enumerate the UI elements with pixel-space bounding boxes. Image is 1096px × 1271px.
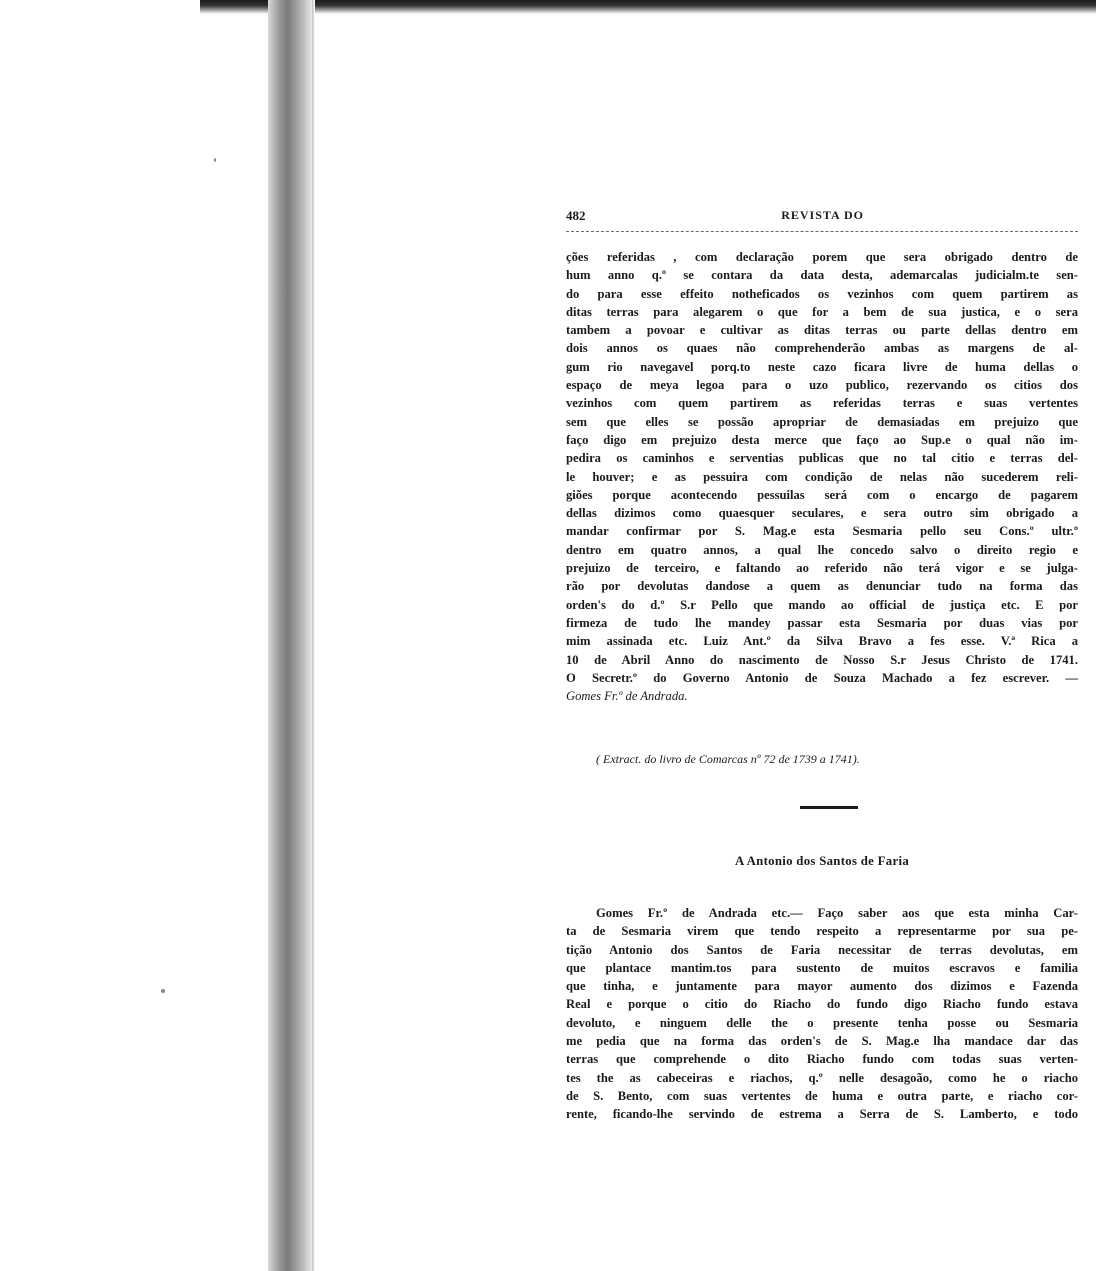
header-rule <box>566 231 1078 232</box>
text-line: espaço de meya legoa para o uzo publico, rezervando os citios dos <box>566 378 1078 393</box>
text-line: rão por devolutas dandose a quem as denunciar tudo na forma das <box>566 579 1078 594</box>
text-line: rente, ficando-lhe servindo de estrema a Serra de S. Lamberto, e todo <box>566 1107 1078 1122</box>
text-line: hum anno q.º se contara da data desta, ademarcalas judicialm.te sen- <box>566 268 1078 283</box>
signature-line: Gomes Fr.º de Andrada. <box>566 689 688 704</box>
section-divider <box>800 806 858 809</box>
text-line: pedira os caminhos e serventias publicas que no tal citio e terras del- <box>566 451 1078 466</box>
scan-top-edge <box>200 0 1096 14</box>
text-line: dois annos os quaes não comprehenderão ambas as margens de al- <box>566 341 1078 356</box>
text-line: mim assinada etc. Luiz Ant.º da Silva Bravo a fes esse. V.ª Rica a <box>566 634 1078 649</box>
running-title: REVISTA DO <box>781 208 864 222</box>
text-line: ditas terras para alegarem o que for a bem de sua justica, e o sera <box>566 304 1078 319</box>
text-line: orden's do d.º S.r Pello que mando ao official de justiça etc. E por <box>566 597 1078 612</box>
text-line: Gomes Fr.º de Andrada etc.— Faço saber aos que esta minha Car- <box>596 906 1078 920</box>
text-line: ções referidas , com declaração porem que sera obrigado dentro de <box>566 250 1078 264</box>
running-header <box>566 208 1078 224</box>
text-line: gum rio navegavel porq.to neste cazo ficara livre de huma dellas o <box>566 359 1078 374</box>
text-line: prejuizo de terceiro, e faltando ao referido não terá vigor e se julga- <box>566 561 1078 576</box>
text-line: me pedia que na forma das orden's de S. Mag.e lha mandace dar das <box>566 1034 1078 1049</box>
scan-speck <box>161 989 165 993</box>
text-line: devoluto, e ninguem delle the o presente tenha posse ou Sesmaria <box>566 1015 1078 1030</box>
page-number: 482 <box>566 208 586 223</box>
text-line: dentro em quatro annos, a qual lhe concedo salvo o direito regio e <box>566 542 1078 557</box>
text-line: 10 de Abril Anno do nascimento de Nosso S.r Jesus Christo de 1741. <box>566 652 1078 667</box>
text-line: vezinhos com quem partirem as referidas terras e suas vertentes <box>566 396 1078 411</box>
text-line: O Secretr.º do Governo Antonio de Souza Machado a fez escrever. — <box>566 670 1078 685</box>
text-line: terras que comprehende o dito Riacho fundo com todas suas verten- <box>566 1052 1078 1067</box>
text-line: le houver; e as pessuira com condição de nelas não sucederem reli- <box>566 469 1078 484</box>
text-line: de S. Bento, com suas vertentes de huma e outra parte, e riacho cor- <box>566 1088 1078 1103</box>
text-line: que tinha, e juntamente para mayor aumento dos dizimos e Fazenda <box>566 979 1078 994</box>
text-line: dellas dizimos como quaesquer seculares, e sera outro sim obrigado a <box>566 506 1078 521</box>
section-heading: A Antonio dos Santos de Faria <box>734 854 910 868</box>
text-line: firmeza de tudo lhe mandey passar esta Sesmaria por duas vias por <box>566 615 1078 630</box>
text-line: que plantace mantim.tos para sustento de muitos escravos e familia <box>566 960 1078 975</box>
text-line: do para esse effeito notheficados os vezinhos com quem partirem as <box>566 286 1078 301</box>
text-line: faço digo em prejuizo desta merce que faço ao Sup.e o qual não im- <box>566 432 1078 447</box>
text-line: tição Antonio dos Santos de Faria necessitar de terras devolutas, em <box>566 942 1078 957</box>
text-line: mandar confirmar por S. Mag.e esta Sesmaria pello seu Cons.º ultr.º <box>566 524 1078 539</box>
text-line: giões porque acontecendo pessuilas será com o encargo de pagarem <box>566 487 1078 502</box>
paragraph-carta-text <box>566 904 1078 1124</box>
scan-speck <box>281 288 284 290</box>
text-line: ta de Sesmaria virem que tendo respeito a representarme por sua pe- <box>566 924 1078 939</box>
book-gutter <box>268 0 312 1271</box>
source-citation: ( Extract. do livro de Comarcas nº 72 de 1739 a 1741). <box>596 752 860 766</box>
text-line: tambem a povoar e cultivar as ditas terras ou parte dellas dentro em <box>566 323 1078 338</box>
paragraph-sesmaria-text <box>566 248 1078 705</box>
text-line: Real e porque o citio do Riacho do fundo digo Riacho fundo estava <box>566 997 1078 1012</box>
gutter-edge <box>312 0 315 1271</box>
scan-speck <box>214 158 216 162</box>
text-line: sem que elles se possão apropriar de demasiadas em prejuizo que <box>566 414 1078 429</box>
text-line: tes the as cabeceiras e riachos, q.º nelle desagoão, como he o riacho <box>566 1070 1078 1085</box>
